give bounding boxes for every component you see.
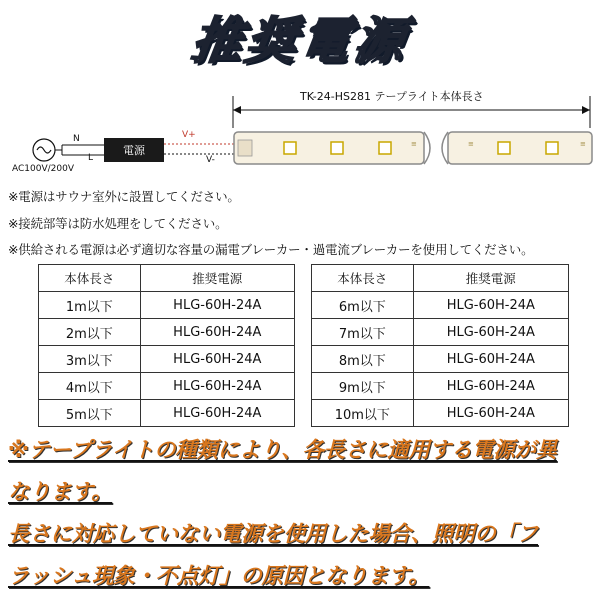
note-breaker: ※供給される電源は必ず適切な容量の漏電ブレーカー・過電流ブレーカーを使用してください。 [8,242,534,257]
column-header-psu: 推奨電源 [413,265,568,292]
warning-line-1: ※テープライトの種類により、各長さに適用する電源が異 [8,438,557,463]
table-row [312,400,569,427]
cell-length: 4m以下 [39,373,141,400]
cell-length: 5m以下 [39,400,141,427]
table-row [312,292,569,319]
note-install-location: ※電源はサウナ室外に設置してください。 [8,189,240,204]
spec-table-right [311,264,569,427]
warning-line-4: ラッシュ現象・不点灯」の原因となります。 [8,564,430,589]
cell-psu: HLG-60H-24A [413,400,568,427]
warning-line-3: 長さに対応していない電源を使用した場合、照明の「フ [8,522,539,547]
power-supply-label: 電源 [123,144,145,157]
cell-length: 3m以下 [39,346,141,373]
table-row [39,319,295,346]
column-header-psu: 推奨電源 [140,265,294,292]
page-title: 推奨電源 [187,12,413,70]
table-row [39,292,295,319]
table-row [312,319,569,346]
table-header-row [39,265,295,292]
cell-length: 2m以下 [39,319,141,346]
cell-psu: HLG-60H-24A [140,373,294,400]
spec-table-left [38,264,295,427]
cell-psu: HLG-60H-24A [413,292,568,319]
table-row [39,400,295,427]
ac-voltage-label: AC100V/200V [12,164,74,174]
cell-psu: HLG-60H-24A [413,346,568,373]
cell-psu: HLG-60H-24A [140,319,294,346]
cell-length: 7m以下 [312,319,414,346]
note-waterproofing: ※接続部等は防水処理をしてください。 [8,216,228,231]
warning-line-2: なります。 [8,480,113,505]
v-minus-label: V- [206,155,215,165]
cell-length: 10m以下 [312,400,414,427]
strip-length-label: TK-24-HS281 テープライト本体長さ [300,90,484,103]
table-row [312,373,569,400]
tape-light-strip-right [448,132,592,164]
table-row [312,346,569,373]
cell-length: 1m以下 [39,292,141,319]
cell-psu: HLG-60H-24A [140,346,294,373]
table-header-row [312,265,569,292]
column-header-length: 本体長さ [312,265,414,292]
cell-length: 8m以下 [312,346,414,373]
cell-length: 9m以下 [312,373,414,400]
table-row [39,373,295,400]
dimension-arrow-right [582,106,590,114]
strip-end-cap [238,140,252,156]
svg-text:≡: ≡ [411,140,417,148]
svg-text:≡: ≡ [580,140,586,148]
wire-n-label: N [73,134,80,144]
svg-text:≡: ≡ [468,140,474,148]
wire-l-label: L [88,153,94,163]
cell-length: 6m以下 [312,292,414,319]
cell-psu: HLG-60H-24A [413,373,568,400]
table-row [39,346,295,373]
cell-psu: HLG-60H-24A [140,400,294,427]
dimension-arrow-left [233,106,241,114]
cell-psu: HLG-60H-24A [140,292,294,319]
cell-psu: HLG-60H-24A [413,319,568,346]
column-header-length: 本体長さ [39,265,141,292]
tape-light-strip-left [234,132,424,164]
v-plus-label: V+ [182,130,196,140]
